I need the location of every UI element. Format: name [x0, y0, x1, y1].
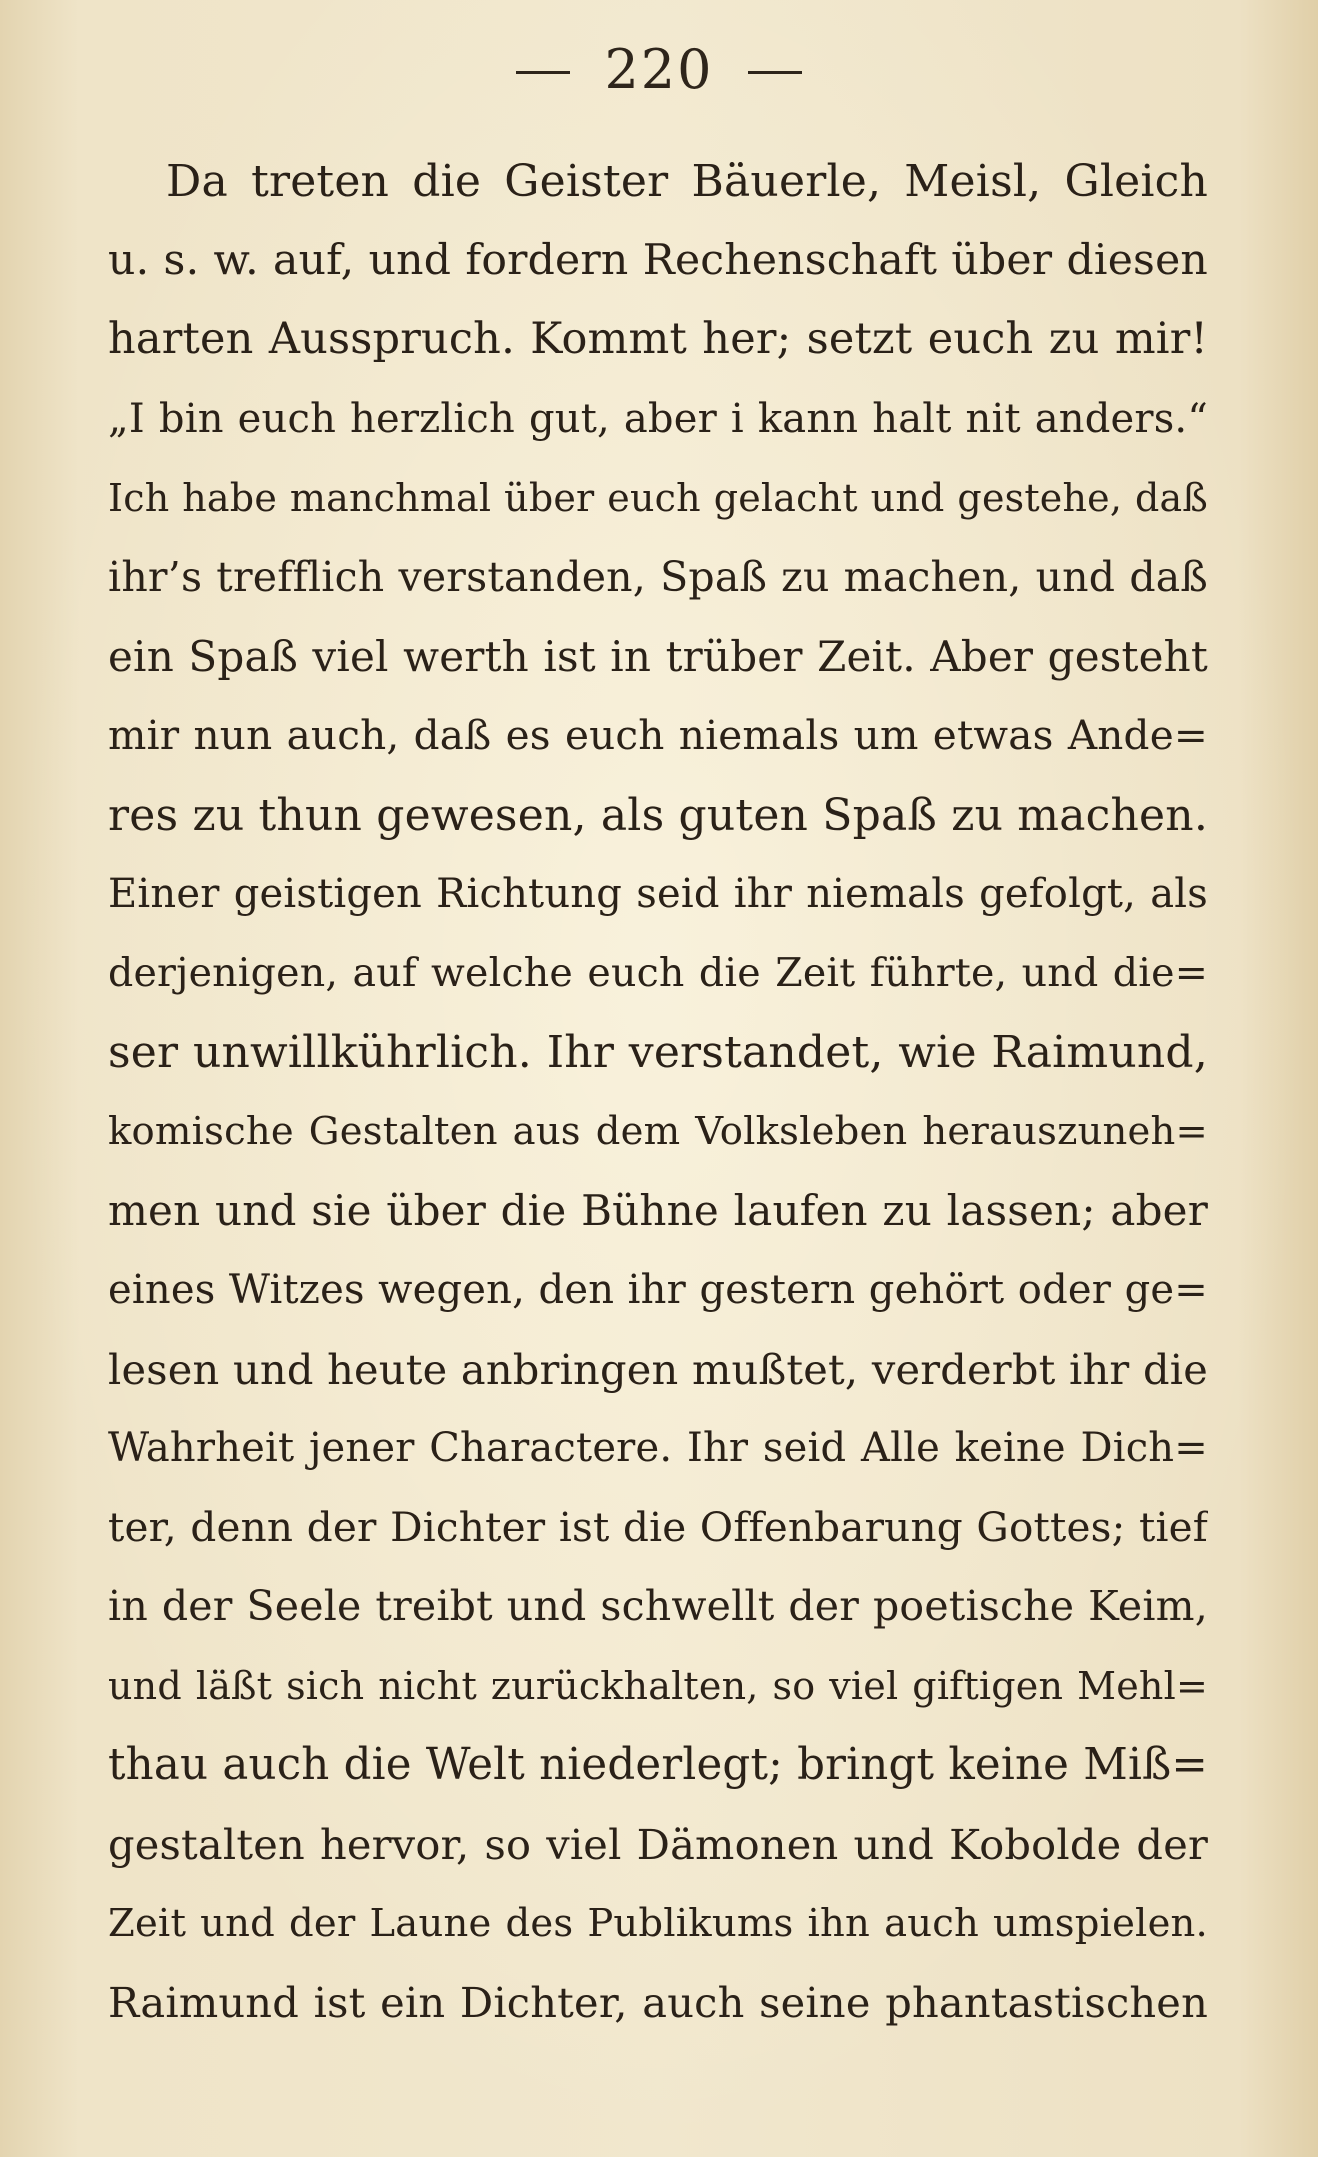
text-line-5: Ich habe manchmal über euch gelacht und gestehe, daß: [108, 475, 1208, 520]
text-line-18: ter, denn der Dichter ist die Offenbarung Gottes; tief: [108, 1503, 1208, 1552]
text-line-3: harten Ausspruch. Kommt her; setzt euch zu mir!: [108, 314, 1208, 365]
page-number-value: 220: [604, 38, 714, 101]
text-line-6: ihr’s trefflich verstanden, Spaß zu machen, und daß: [108, 552, 1208, 601]
text-line-2: u. s. w. auf, und fordern Rechenschaft über diesen: [108, 236, 1208, 286]
text-line-13: komische Gestalten aus dem Volksleben herauszuneh=: [108, 1109, 1208, 1155]
text-line-9: res zu thun gewesen, als guten Spaß zu machen.: [108, 789, 1208, 841]
text-line-11: derjenigen, auf welche euch die Zeit führte, und die=: [108, 949, 1208, 996]
text-line-21: thau auch die Welt niederlegt; bringt keine Miß=: [108, 1739, 1208, 1790]
text-line-24: Raimund ist ein Dichter, auch seine phantastischen: [108, 1978, 1208, 2028]
text-line-23: Zeit und der Laune des Publikums ihn auch umspielen.: [108, 1901, 1208, 1947]
text-line-14: men und sie über die Bühne laufen zu lassen; aber: [108, 1186, 1208, 1236]
text-line-22: gestalten hervor, so viel Dämonen und Kobolde der: [108, 1819, 1208, 1869]
text-line-17: Wahrheit jener Charactere. Ihr seid Alle keine Dich=: [108, 1425, 1208, 1471]
text-line-10: Einer geistigen Richtung seid ihr niemals gefolgt, als: [108, 870, 1208, 917]
text-line-7: ein Spaß viel werth ist in trüber Zeit. Aber gesteht: [108, 632, 1208, 682]
page-number-dash-right: [748, 71, 802, 74]
text-line-16: lesen und heute anbringen mußtet, verderbt ihr die: [108, 1344, 1208, 1394]
page-number-dash-left: [516, 71, 570, 74]
page-number: [0, 38, 1318, 101]
text-line-4: „I bin euch herzlich gut, aber i kann halt nit anders.“: [108, 395, 1208, 442]
text-line-8: mir nun auch, daß es euch niemals um etwas Ande=: [108, 711, 1208, 760]
text-line-1: Da treten die Geister Bäuerle, Meisl, Gleich: [166, 156, 1208, 207]
text-line-19: in der Seele treibt und schwellt der poetische Keim,: [108, 1582, 1208, 1631]
text-line-12: ser unwillkührlich. Ihr verstandet, wie Raimund,: [108, 1027, 1208, 1079]
body-text: [108, 142, 1208, 2043]
text-line-15: eines Witzes wegen, den ihr gestern gehört oder ge=: [108, 1266, 1208, 1313]
text-line-20: und läßt sich nicht zurückhalten, so viel giftigen Mehl=: [108, 1663, 1208, 1708]
